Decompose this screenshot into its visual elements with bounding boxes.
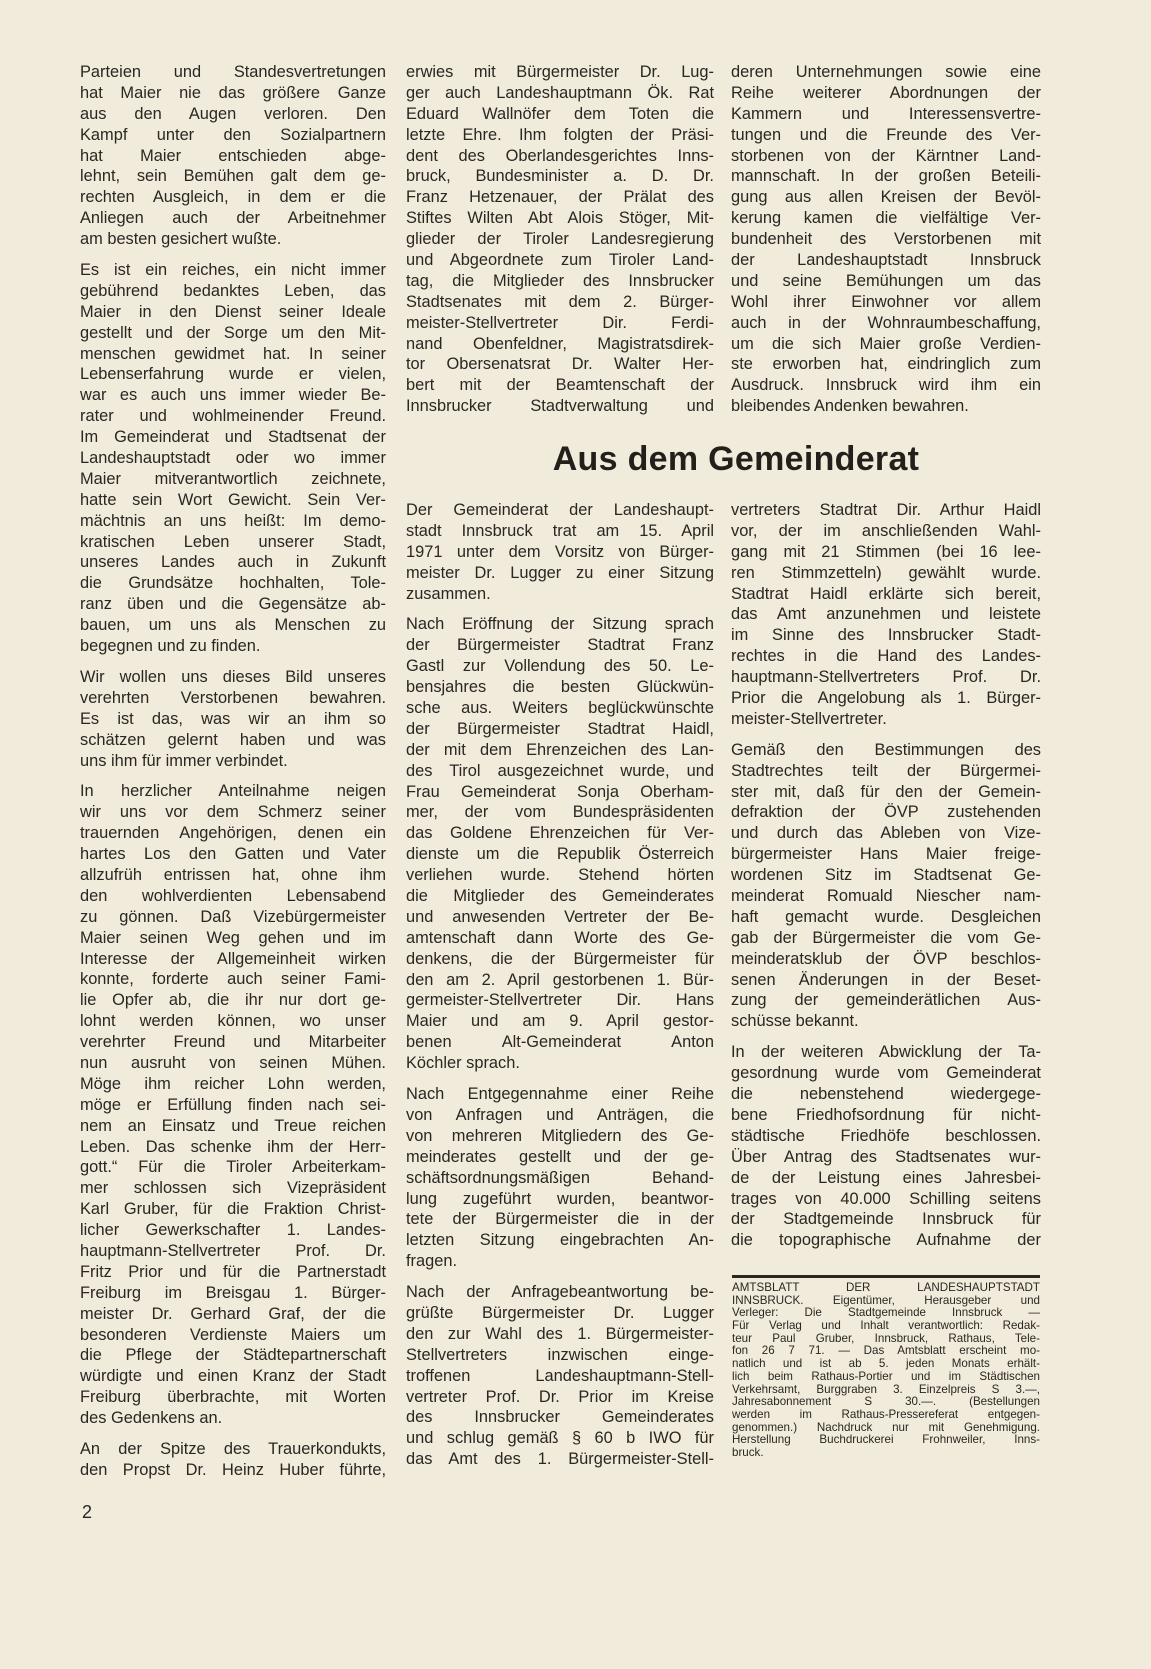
text-line: unseres Landes auch in Zukunft	[80, 553, 386, 572]
text-line: das Amt des 1. Bürgermeister-Stell-	[406, 1450, 714, 1469]
text-line: die Mitglieder des Gemeinderates	[406, 887, 714, 906]
text-line: uns ihm für immer verbindet.	[80, 751, 288, 770]
paragraph	[406, 614, 714, 1074]
paragraph	[406, 1282, 714, 1470]
text-line: verliehen wurde. Stehend hörten	[406, 866, 714, 885]
paragraph	[80, 260, 386, 657]
text-line: der mit dem Ehrenzeichen des Lan-	[406, 740, 714, 759]
text-line: ste erworben hat, eindringlich zum	[731, 355, 1041, 374]
text-line: Nach der Anfragebeantwortung be-	[406, 1283, 714, 1302]
text-line: zu gönnen. Daß Vizebürgermeister	[80, 907, 386, 926]
text-line: Eduard Wallnöfer dem Toten die	[406, 104, 714, 123]
text-line: In der weiteren Abwicklung der Ta-	[731, 1043, 1041, 1062]
text-line: Gastl zur Vollendung des 50. Le-	[406, 657, 714, 676]
text-line: menschen gewidmet hat. In seiner	[80, 344, 386, 363]
text-line: die Grundsätze hochhalten, Tole-	[80, 574, 386, 593]
text-line: Maier seinen Weg gehen und im	[80, 928, 386, 947]
text-line: schätzen gelernt haben und was	[80, 730, 386, 749]
text-line: verehrten Verstorbenen bewahren.	[80, 688, 386, 707]
text-line: und seine Bemühungen um das	[731, 271, 1041, 290]
article-column-2-top	[406, 62, 714, 427]
text-line: letzte Ehre. Ihm folgten der Präsi-	[406, 125, 714, 144]
text-line: nand Obenfeldner, Magistratsdirek-	[406, 334, 714, 353]
text-line: würdigte und einen Kranz der Stadt	[80, 1367, 386, 1386]
text-line: wir uns vor dem Schmerz seiner	[80, 803, 386, 822]
text-line: meinderat Romuald Niescher nam-	[731, 887, 1041, 906]
text-line: bleibendes Andenken bewahren.	[731, 397, 969, 416]
text-line: gestellt und der Sorge um den Mit-	[80, 323, 386, 342]
text-line: In herzlicher Anteilnahme neigen	[80, 782, 386, 801]
text-line: und durch das Ableben von Vize-	[731, 824, 1041, 843]
text-line: fragen.	[406, 1252, 458, 1271]
text-line: und anwesenden Vertreter der Be-	[406, 907, 714, 926]
text-line: und Abgeordnete zum Tiroler Land-	[406, 251, 714, 270]
text-line: Es ist das, was wir an ihm so	[80, 709, 386, 728]
text-line: meister-Stellvertreter.	[731, 709, 887, 728]
text-line: ranz üben und die Gegensätze ab-	[80, 595, 386, 614]
text-line: schäftsordnungsmäßigen Behand-	[406, 1168, 714, 1187]
text-line: zung der gemeinderätlichen Aus-	[731, 991, 1041, 1010]
text-line: Jahresabonnement S 30.—. (Bestellungen	[732, 1395, 1040, 1409]
text-line: meister Dr. Lugger zu einer Sitzung	[406, 563, 714, 582]
text-line: Frau Gemeinderat Sonja Oberham-	[406, 782, 714, 801]
text-line: mannschaft. In der großen Beteili-	[731, 167, 1041, 186]
text-line: um die sich Maier große Verdien-	[731, 334, 1041, 353]
text-line: haft gemacht wurde. Desgleichen	[731, 907, 1041, 926]
text-line: sche aus. Weiters beglückwünschte	[406, 699, 714, 718]
text-line: gebührend bedanktes Leben, das	[80, 281, 386, 300]
text-line: meister Dr. Gerhard Graf, der die	[80, 1304, 386, 1323]
text-line: dienste um die Republik Österreich	[406, 845, 714, 864]
text-line: schüsse bekannt.	[731, 1012, 859, 1031]
text-line: amtenschaft dann Worte des Ge-	[406, 928, 714, 947]
text-line: trauernden Angehörigen, denen ein	[80, 824, 386, 843]
text-line: senen Änderungen in der Beset-	[731, 970, 1041, 989]
text-line: Köchler sprach.	[406, 1054, 520, 1073]
paragraph	[731, 740, 1041, 1032]
imprint-box	[732, 1282, 1040, 1470]
text-line: Kampf unter den Sozialpartnern	[80, 125, 386, 144]
text-line: von mehreren Mitgliedern des Ge-	[406, 1126, 714, 1145]
text-line: wordenen Sitz im Stadtsenat Ge-	[731, 866, 1041, 885]
text-line: 1971 unter dem Vorsitz von Bürger-	[406, 542, 714, 561]
paragraph	[731, 62, 1041, 417]
text-line: bene Friedhofsordnung für nicht-	[731, 1105, 1041, 1124]
text-line: das Goldene Ehrenzeichen für Ver-	[406, 824, 714, 843]
paragraph	[731, 500, 1041, 730]
text-line: konnte, forderte auch seiner Fami-	[80, 970, 386, 989]
text-line: gang mit 21 Stimmen (bei 16 lee-	[731, 542, 1041, 561]
text-line: rater und wohlmeinender Freund.	[80, 407, 386, 426]
text-line: des Gedenkens an.	[80, 1409, 223, 1428]
text-line: Stadtsenates mit dem 2. Bürger-	[406, 292, 714, 311]
text-line: stadt Innsbruck trat am 15. April	[406, 521, 714, 540]
paragraph	[406, 1084, 714, 1272]
text-line: letzten Sitzung eingebrachten An-	[406, 1231, 714, 1250]
text-line: grüßte Bürgermeister Dr. Lugger	[406, 1303, 714, 1322]
text-line: Es ist ein reiches, ein nicht immer	[80, 261, 386, 280]
text-line: Karl Gruber, für die Fraktion Christ-	[80, 1200, 386, 1219]
text-line: deren Unternehmungen sowie eine	[731, 63, 1041, 81]
text-line: lohnt werden können, wo unser	[80, 1012, 386, 1031]
text-line: denkens, die der Bürgermeister für	[406, 949, 714, 968]
page-number: 2	[82, 1502, 93, 1522]
text-line: den am 2. April gestorbenen 1. Bür-	[406, 970, 714, 989]
text-line: begegnen und zu finden.	[80, 637, 261, 656]
text-line: Über Antrag des Stadtsenates wur-	[731, 1147, 1041, 1166]
text-line: lung zugeführt wurden, beantwor-	[406, 1189, 714, 1208]
text-line: Verleger: Die Stadtgemeinde Innsbruck —	[732, 1306, 1040, 1320]
text-line: tete der Bürgermeister die in der	[406, 1210, 714, 1229]
text-line: tungen und die Freunde des Ver-	[731, 125, 1041, 144]
text-line: den Propst Dr. Heinz Huber führte,	[80, 1460, 386, 1479]
text-line: Kammern und Interessensvertre-	[731, 104, 1041, 123]
text-line: erwies mit Bürgermeister Dr. Lug-	[406, 63, 714, 81]
text-line: lie Opfer ab, die ihr nur dort ge-	[80, 991, 386, 1010]
text-line: rechten Ausgleich, in dem er die	[80, 188, 386, 207]
text-line: defraktion der ÖVP zustehenden	[731, 803, 1041, 822]
paragraph	[732, 1282, 1040, 1460]
text-line: bauen, um uns als Menschen zu	[80, 616, 386, 635]
paragraph	[80, 62, 386, 250]
text-line: und schlug gemäß § 60 b IWO für	[406, 1429, 714, 1448]
text-line: mächtnis an uns heißt: Im demo-	[80, 511, 386, 530]
text-line: Für Verlag und Inhalt verantwortlich: Redak-	[732, 1319, 1040, 1333]
text-line: ger auch Landeshauptmann Ök. Rat	[406, 83, 714, 102]
text-line: hat Maier entschieden abge-	[80, 146, 386, 165]
text-line: gesordnung wurde vom Gemeinderat	[731, 1064, 1041, 1083]
text-line: mer schlossen sich Vizepräsident	[80, 1179, 386, 1198]
text-line: das Amt anzunehmen und leistete	[731, 605, 1041, 624]
text-line: des Tirol ausgezeichnet wurde, und	[406, 761, 714, 780]
text-line: bensjahres die besten Glückwün-	[406, 678, 714, 697]
text-line: aus den Augen verloren. Den	[80, 104, 386, 123]
section-heading: Aus dem Gemeinderat	[552, 440, 920, 478]
text-line: auch in der Wohnraumbeschaffung,	[731, 313, 1041, 332]
text-line: AMTSBLATT DER LANDESHAUPTSTADT	[732, 1281, 1040, 1294]
text-line: Herstellung Buchdruckerei Frohnweiler, Inns-	[732, 1433, 1040, 1447]
text-line: nun ausruht von seinen Mühen.	[80, 1053, 386, 1072]
text-line: möge er Erfüllung finden nach sei-	[80, 1095, 386, 1114]
text-line: Gemäß den Bestimmungen des	[731, 740, 1041, 759]
text-line: der Stadtgemeinde Innsbruck für	[731, 1210, 1041, 1229]
text-line: des Innsbrucker Gemeinderates	[406, 1408, 714, 1427]
text-line: storbenen von der Kärntner Land-	[731, 146, 1041, 165]
text-line: nem an Einsatz und Treue reichen	[80, 1116, 386, 1135]
text-line: gab der Bürgermeister die vom Ge-	[731, 928, 1041, 947]
text-line: Nach Eröffnung der Sitzung sprach	[406, 615, 714, 634]
text-line: die nebenstehend wiedergege-	[731, 1085, 1041, 1104]
text-line: Im Gemeinderat und Stadtsenat der	[80, 428, 386, 447]
text-line: bruck, Bundesminister a. D. Dr.	[406, 167, 714, 186]
text-line: benen Alt-Gemeinderat Anton	[406, 1033, 714, 1052]
text-line: Innsbrucker Stadtverwaltung und	[406, 397, 714, 416]
text-line: genommen.) Nachdruck nur mit Genehmigung.	[732, 1420, 1040, 1434]
text-line: am besten gesichert wußte.	[80, 230, 282, 249]
paragraph	[406, 62, 714, 417]
text-line: meinderates gestellt und der ge-	[406, 1147, 714, 1166]
text-line: der Bürgermeister Stadtrat Haidl,	[406, 719, 714, 738]
text-line: dent des Oberlandesgerichtes Inns-	[406, 146, 714, 165]
text-line: Fritz Prior und für die Partnerstadt	[80, 1262, 386, 1281]
text-line: hatte sein Wort Gewicht. Sein Ver-	[80, 490, 386, 509]
text-line: von Anfragen und Anträgen, die	[406, 1105, 714, 1124]
text-line: teur Paul Gruber, Innsbruck, Rathaus, Tele-	[732, 1331, 1040, 1345]
text-line: der Bürgermeister Stadtrat Franz	[406, 636, 714, 655]
text-line: bundenheit des Verstorbenen mit	[731, 230, 1041, 249]
text-line: meinderatsklub der ÖVP beschlos-	[731, 949, 1041, 968]
text-line: Wir wollen uns dieses Bild unseres	[80, 667, 386, 686]
text-line: vertreter Prof. Dr. Prior im Kreise	[406, 1387, 714, 1406]
text-line: rechtes in die Hand des Landes-	[731, 647, 1041, 666]
text-line: Leben. Das schenke ihm der Herr-	[80, 1137, 386, 1156]
text-line: lich beim Rathaus-Portier und im Städtischen	[732, 1369, 1040, 1383]
text-line: werden im Rathaus-Pressereferat entgegen-	[732, 1407, 1040, 1421]
text-line: besonderen Verdienste Maiers um	[80, 1325, 386, 1344]
text-line: natlich und ist ab 5. jeden Monats erhält-	[732, 1357, 1040, 1371]
text-line: tag, die Mitglieder des Innsbrucker	[406, 271, 714, 290]
text-line: glieder der Tiroler Landesregierung	[406, 230, 714, 249]
paragraph	[406, 500, 714, 604]
text-line: Anliegen auch der Arbeitnehmer	[80, 209, 386, 228]
text-line: im Sinne des Innsbrucker Stadt-	[731, 626, 1041, 645]
paragraph	[80, 1439, 386, 1481]
text-line: Verkehrsamt, Burggraben 3. Einzelpreis S 3.—,	[732, 1382, 1040, 1396]
text-line: Freiburg im Breisgau 1. Bürger-	[80, 1283, 386, 1302]
text-line: Nach Entgegennahme einer Reihe	[406, 1085, 714, 1104]
text-line: licher Gewerkschafter 1. Landes-	[80, 1221, 386, 1240]
paragraph	[731, 1042, 1041, 1251]
article-column-1	[80, 62, 386, 1491]
text-line: gott.“ Für die Tiroler Arbeiterkam-	[80, 1158, 386, 1177]
text-line: kratischen Leben unserer Stadt,	[80, 532, 386, 551]
text-line: ster mit, daß für den der Gemein-	[731, 782, 1041, 801]
text-line: Möge ihm reicher Lohn werden,	[80, 1074, 386, 1093]
text-line: de der Leistung eines Jahresbei-	[731, 1168, 1041, 1187]
text-line: lehnt, sein Bemühen galt dem ge-	[80, 167, 386, 186]
gemeinderat-column-3	[731, 500, 1041, 1261]
text-line: zusammen.	[406, 584, 491, 603]
text-line: hat Maier nie das größere Ganze	[80, 83, 386, 102]
text-line: die Pflege der Städtepartnerschaft	[80, 1346, 386, 1365]
text-line: verehrter Freund und Mitarbeiter	[80, 1033, 386, 1052]
text-line: trages von 40.000 Schilling seitens	[731, 1189, 1041, 1208]
text-line: vor, der im anschließenden Wahl-	[731, 521, 1041, 540]
text-line: Lebenserfahrung wurde er vielen,	[80, 365, 386, 384]
text-line: An der Spitze des Trauerkondukts,	[80, 1440, 386, 1458]
text-line: Franz Hetzenauer, der Prälat des	[406, 188, 714, 207]
text-line: Wohl ihrer Einwohner vor allem	[731, 292, 1041, 311]
text-line: Maier in den Dienst seiner Ideale	[80, 302, 386, 321]
paragraph	[80, 667, 386, 771]
text-line: tor Obersenatsrat Dr. Walter Her-	[406, 355, 714, 374]
text-line: germeister-Stellvertreter Dir. Hans	[406, 991, 714, 1010]
text-line: Parteien und Standesvertretungen	[80, 63, 386, 81]
text-line: den zur Wahl des 1. Bürgermeister-	[406, 1324, 714, 1343]
text-line: Maier mitverantwortlich zeichnete,	[80, 469, 386, 488]
text-line: der Landeshauptstadt Innsbruck	[731, 251, 1041, 270]
text-line: Prior die Angelobung als 1. Bürger-	[731, 689, 1041, 708]
text-line: gung aus allen Kreisen der Bevöl-	[731, 188, 1041, 207]
text-line: Landeshauptstadt oder wo immer	[80, 449, 386, 468]
text-line: kerung kamen die vielfältige Ver-	[731, 209, 1041, 228]
text-line: hauptmann-Stellvertreter Prof. Dr.	[80, 1241, 386, 1260]
text-line: Stellvertreters inzwischen einge-	[406, 1345, 714, 1364]
text-line: die topographische Aufnahme der	[731, 1231, 1041, 1250]
text-line: Freiburg überbrachte, mit Worten	[80, 1388, 386, 1407]
text-line: bürgermeister Hans Maier freige-	[731, 845, 1041, 864]
text-line: Reihe weiterer Abordnungen der	[731, 83, 1041, 102]
text-line: meister-Stellvertreter Dir. Ferdi-	[406, 313, 714, 332]
imprint-divider	[732, 1275, 1040, 1278]
article-column-3-top	[731, 62, 1041, 427]
text-line: Stadtrat Haidl erklärte sich bereit,	[731, 584, 1041, 603]
text-line: bert mit der Beamtenschaft der	[406, 376, 714, 395]
gemeinderat-column-2	[406, 500, 714, 1480]
text-line: war es auch uns immer wieder Be-	[80, 386, 386, 405]
text-line: INNSBRUCK. Eigentümer, Herausgeber und	[732, 1293, 1040, 1307]
text-line: vertreters Stadtrat Dir. Arthur Haidl	[731, 501, 1041, 519]
text-line: Ausdruck. Innsbruck wird ihm ein	[731, 376, 1041, 395]
text-line: Der Gemeinderat der Landeshaupt-	[406, 501, 714, 519]
text-line: ren Stimmzetteln) gewählt wurde.	[731, 563, 1041, 582]
text-line: städtische Friedhöfe beschlossen.	[731, 1126, 1041, 1145]
text-line: troffenen Landeshauptmann-Stell-	[406, 1366, 714, 1385]
text-line: hauptmann-Stellvertreters Prof. Dr.	[731, 668, 1041, 687]
text-line: Stadtrechtes teilt der Bürgermei-	[731, 761, 1041, 780]
text-line: allzufrüh entrissen hat, ohne ihm	[80, 865, 386, 884]
text-line: mer, der vom Bundespräsidenten	[406, 803, 714, 822]
text-line: fon 26 7 71. — Das Amtsblatt erscheint mo-	[732, 1344, 1040, 1358]
text-line: Stiftes Wilten Abt Alois Stöger, Mit-	[406, 209, 714, 228]
text-line: Interesse der Allgemeinheit wirken	[80, 949, 386, 968]
text-line: Maier und am 9. April gestor-	[406, 1012, 714, 1031]
text-line: bruck.	[732, 1445, 764, 1459]
paragraph	[80, 781, 386, 1429]
text-line: hartes Los den Gatten und Vater	[80, 845, 386, 864]
text-line: den wohlverdienten Lebensabend	[80, 886, 386, 905]
